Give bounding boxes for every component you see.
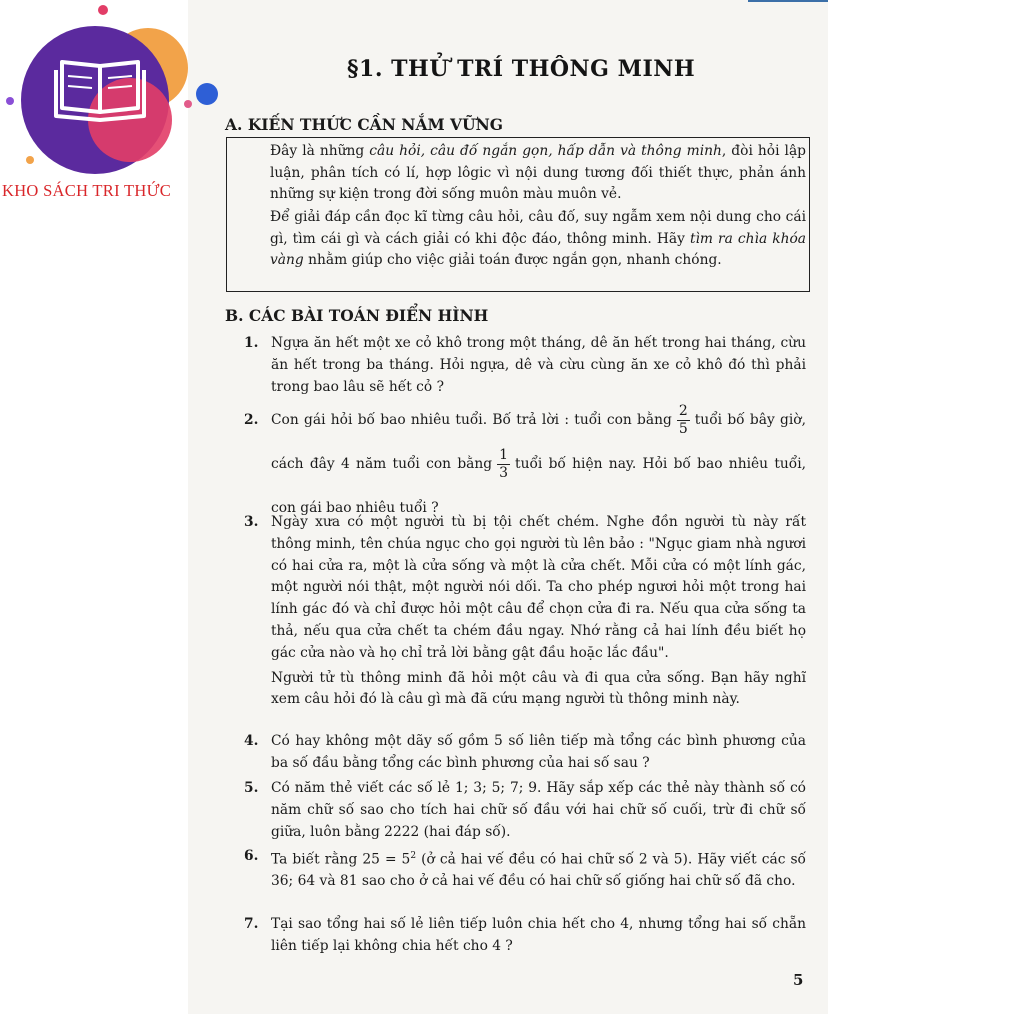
problem-number: 6. [244,848,259,864]
section-a-heading: A. KIẾN THỨC CẦN NẮM VỮNG [225,115,503,134]
problem-text: Có hay không một dãy số gồm 5 số liên tiếp mà tổng các bình phương của ba số đầu bằng tổng các bình phương của hai số sau ? [271,733,806,771]
knowledge-box [226,137,810,292]
problem-number: 3. [244,514,259,530]
problem-6 [244,846,806,893]
problem-text: Tại sao tổng hai số lẻ liên tiếp luôn chia hết cho 4, nhưng tổng hai số chẵn liên tiếp lại không chia hết cho 4 ? [271,916,806,954]
brand-name: KHO SÁCH TRI THỨC [2,181,172,200]
box-paragraph: Để giải đáp cần đọc kĩ từng câu hỏi, câu đố, suy ngẫm xem nội dung cho cái gì, tìm cái gì và cách giải có khi độc đáo, thông minh. Hãy tìm ra chìa khóa vàng nhằm giúp cho việc giải toán được ngắn gọn, nhanh chóng. [270,209,806,268]
logo-graphic [0,0,230,205]
problem-text: Ta biết rằng $25 = 5^2$ (ở cả hai vế đều có hai chữ số 2 và 5). Hãy viết các số 36; 64 và 81 sao cho ở cả hai vế đều có hai chữ số giống hai chữ số đã cho. [271,851,806,890]
fraction: $\frac{2}{5}$ [678,403,688,437]
problem-number: 2. [244,412,259,428]
problem-5 [244,778,806,843]
section-b-heading: B. CÁC BÀI TOÁN ĐIỂN HÌNH [225,306,489,325]
problem-7 [244,914,806,958]
problem-number: 5. [244,780,259,796]
page-number: 5 [793,971,804,989]
problem-text: Con gái hỏi bố bao nhiêu tuổi. Bố trả lời : tuổi con bằng $\frac{2}{5}$ tuổi bố bây giờ, cách đây 4 năm tuổi con bằng $\frac{1}{3}$ tuổi bố hiện nay. Hỏi bố bao nhiêu tuổi, con gái bao nhiêu tuổi ? [271,403,806,516]
problem-1 [244,333,806,398]
problem-number: 1. [244,335,259,351]
fraction: $\frac{1}{3}$ [499,447,509,481]
problem-text: Người tử tù thông minh đã hỏi một câu và đi qua cửa sống. Bạn hãy nghĩ xem câu hỏi đó là câu gì mà đã cứu mạng người tù thông minh này. [271,669,806,708]
page-edge-line [748,0,828,2]
problem-text: Có năm thẻ viết các số lẻ 1; 3; 5; 7; 9. Hãy sắp xếp các thẻ này thành số có năm chữ số sao cho tích hai chữ số đầu với hai chữ số cuối, trừ đi chữ số giữa, luôn bằng 2222 (hai đáp số). [271,780,806,840]
problem-2 [244,398,806,530]
problem-3 [244,512,806,711]
box-paragraph: Đây là những câu hỏi, câu đố ngắn gọn, hấp dẫn và thông minh, đòi hỏi lập luận, phân tích có lí, hợp lôgic vì nội dung tương đối thiết thực, phản ánh những sự kiện trong đời sống muôn màu muôn vẻ. [270,143,807,202]
problem-4 [244,731,806,775]
problem-text: Ngày xưa có một người tù bị tội chết chém. Nghe đồn người tù này rất thông minh, tên chúa ngục cho gọi người tù lên bảo : "Ngục giam nhà ngươi có hai cửa ra, một là cửa sống và một là cửa chết. Mỗi cửa có một lính gác, một người nói thật, một người nói dối. Ta cho phép ngươi hỏi một trong hai lính gác đó và chỉ được hỏi một câu để chọn cửa đi ra. Nếu qua cửa sống ta thả, nếu qua cửa chết ta chém đầu ngay. Nhớ rằng cả hai lính đều biết họ gác cửa nào và họ chỉ trả lời bằng gật đầu hoặc lắc đầu". [271,514,806,661]
problem-number: 4. [244,733,259,749]
problem-text: Ngựa ăn hết một xe cỏ khô trong một tháng, dê ăn hết trong hai tháng, cừu ăn hết trong ba tháng. Hỏi ngựa, dê và cừu cùng ăn xe cỏ khô đó thì phải trong bao lâu sẽ hết cỏ ? [271,335,806,395]
logo [0,0,230,205]
page-title: §1. THỬ TRÍ THÔNG MINH [347,56,696,82]
problem-number: 7. [244,916,259,932]
